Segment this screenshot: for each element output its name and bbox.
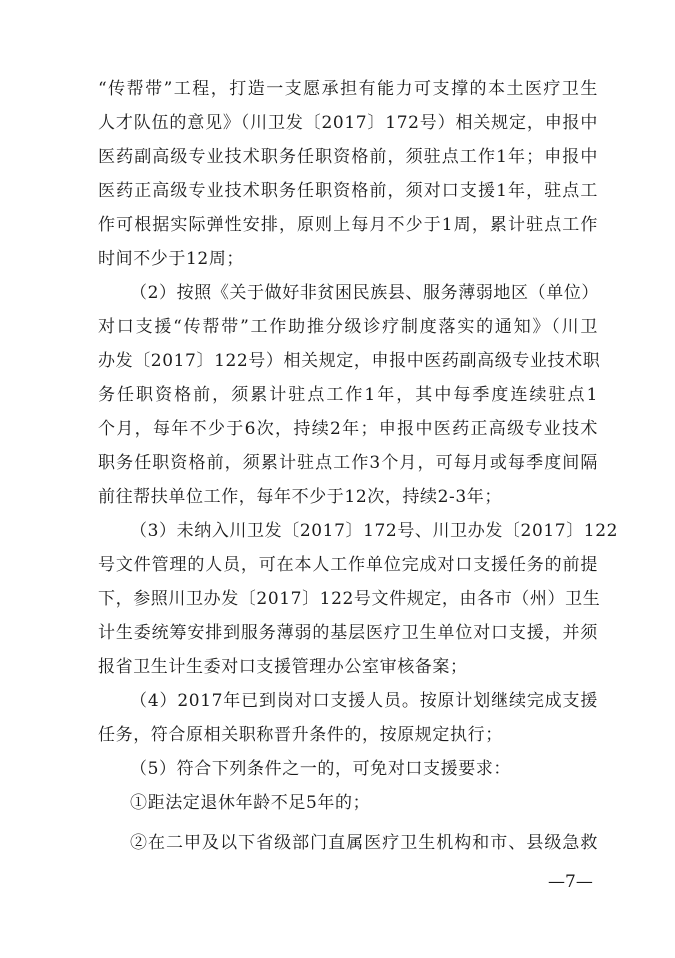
text-line: 作可根据实际弹性安排，原则上每月不少于1周，累计驻点工作 bbox=[98, 215, 598, 235]
text-line: （3）未纳入川卫发〔2017〕172号、川卫办发〔2017〕122 bbox=[130, 521, 619, 541]
text-line: 医药正高级专业技术职务任职资格前，须对口支援1年，驻点工 bbox=[98, 181, 598, 201]
text-line: 职务任职资格前，须累计驻点工作3个月，可每月或每季度间隔 bbox=[98, 453, 598, 473]
text-line: 下，参照川卫办发〔2017〕122号文件规定，由各市（州）卫生 bbox=[98, 589, 601, 609]
text-line: 对口支援“传帮带”工作助推分级诊疗制度落实的通知》（川卫 bbox=[98, 317, 598, 337]
text-line: 人才队伍的意见》（川卫发〔2017〕172号）相关规定，申报中 bbox=[98, 113, 598, 133]
text-line: （4）2017年已到岗对口支援人员。按原计划继续完成支援 bbox=[130, 691, 598, 711]
text-line: 务任职资格前，须累计驻点工作1年，其中每季度连续驻点1 bbox=[98, 385, 598, 405]
text-line: 前往帮扶单位工作，每年不少于12次，持续2-3年； bbox=[98, 487, 503, 507]
text-line: “传帮带”工程，打造一支愿承担有能力可支撑的本土医疗卫生 bbox=[98, 79, 598, 99]
text-line: （5）符合下列条件之一的，可免对口支援要求： bbox=[130, 759, 512, 779]
text-line: 号文件管理的人员，可在本人工作单位完成对口支援任务的前提 bbox=[98, 555, 598, 575]
text-line: 个月，每年不少于6次，持续2年；申报中医药正高级专业技术 bbox=[98, 419, 598, 439]
text-line: ①距法定退休年龄不足5年的； bbox=[130, 793, 371, 813]
page-number: —7— bbox=[548, 872, 593, 892]
text-line: 报省卫生计生委对口支援管理办公室审核备案； bbox=[98, 657, 468, 677]
text-line: ②在二甲及以下省级部门直属医疗卫生机构和市、县级急救 bbox=[130, 833, 598, 853]
text-line: 计生委统筹安排到服务薄弱的基层医疗卫生单位对口支援，并须 bbox=[98, 623, 598, 643]
text-line: 任务，符合原相关职称晋升条件的，按原规定执行； bbox=[98, 725, 503, 745]
text-line: 办发〔2017〕122号）相关规定，申报中医药副高级专业技术职 bbox=[98, 351, 601, 371]
text-line: 时间不少于12周； bbox=[98, 249, 245, 269]
text-line: （2）按照《关于做好非贫困民族县、服务薄弱地区（单位） bbox=[130, 283, 600, 303]
text-line: 医药副高级专业技术职务任职资格前，须驻点工作1年；申报中 bbox=[98, 147, 598, 167]
